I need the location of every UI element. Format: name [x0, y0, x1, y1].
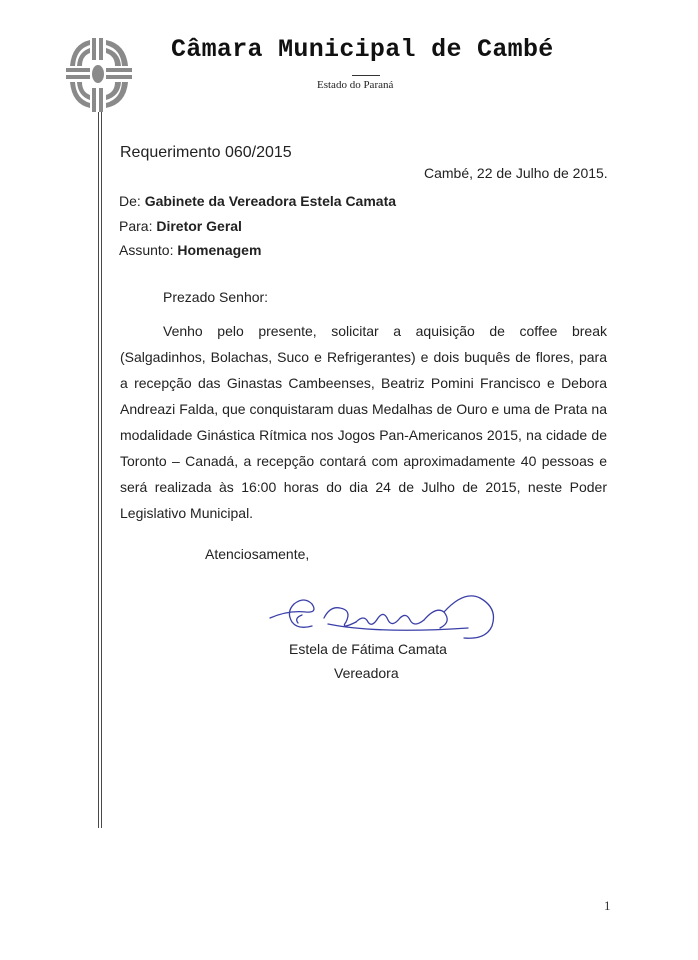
from-value: Gabinete da Vereadora Estela Camata — [144, 193, 397, 209]
page-subtitle: Estado do Paraná — [317, 79, 394, 91]
page-title: Câmara Municipal de Cambé — [171, 35, 554, 64]
to-value: Diretor Geral — [156, 218, 242, 234]
to-label: Para: — [119, 218, 153, 234]
subject-label: Assunto: — [119, 242, 174, 258]
subject-value: Homenagem — [177, 242, 262, 258]
signer-name: Estela de Fátima Camata — [289, 641, 447, 657]
subject-line — [119, 242, 261, 258]
margin-rule-inner — [101, 112, 102, 828]
document-date: Cambé, 22 de Julho de 2015. — [424, 165, 608, 181]
document-reference: Requerimento 060/2015 — [120, 144, 292, 161]
body-paragraph: Venho pelo presente, solicitar a aquisição de coffee break (Salgadinhos, Bolachas, Suco e Refrigerantes) e dois buquês de flores, para a recepção das Ginastas Cambeenses, Beatriz Pomini Francisco e Debora Andreazi Falda, que conquistaram duas Medalhas de Ouro e uma de Prata na modalidade Ginástica Rítmica nos Jogos Pan-Americanos 2015, na cidade de Toronto – Canadá, a recepção contará com aproximadamente 40 pessoas e será realizada às 16:00 horas do dia 24 de Julho de 2015, neste Poder Legislativo Municipal. — [120, 323, 607, 521]
from-label: De: — [119, 193, 141, 209]
to-line — [119, 218, 242, 234]
from-line — [119, 193, 396, 209]
divider — [352, 75, 380, 76]
greeting: Prezado Senhor: — [163, 289, 269, 305]
closing: Atenciosamente, — [205, 546, 310, 562]
signer-role: Vereadora — [334, 665, 399, 681]
margin-rule — [98, 112, 99, 828]
municipal-emblem-icon — [66, 38, 132, 138]
page-number: 1 — [604, 898, 611, 913]
